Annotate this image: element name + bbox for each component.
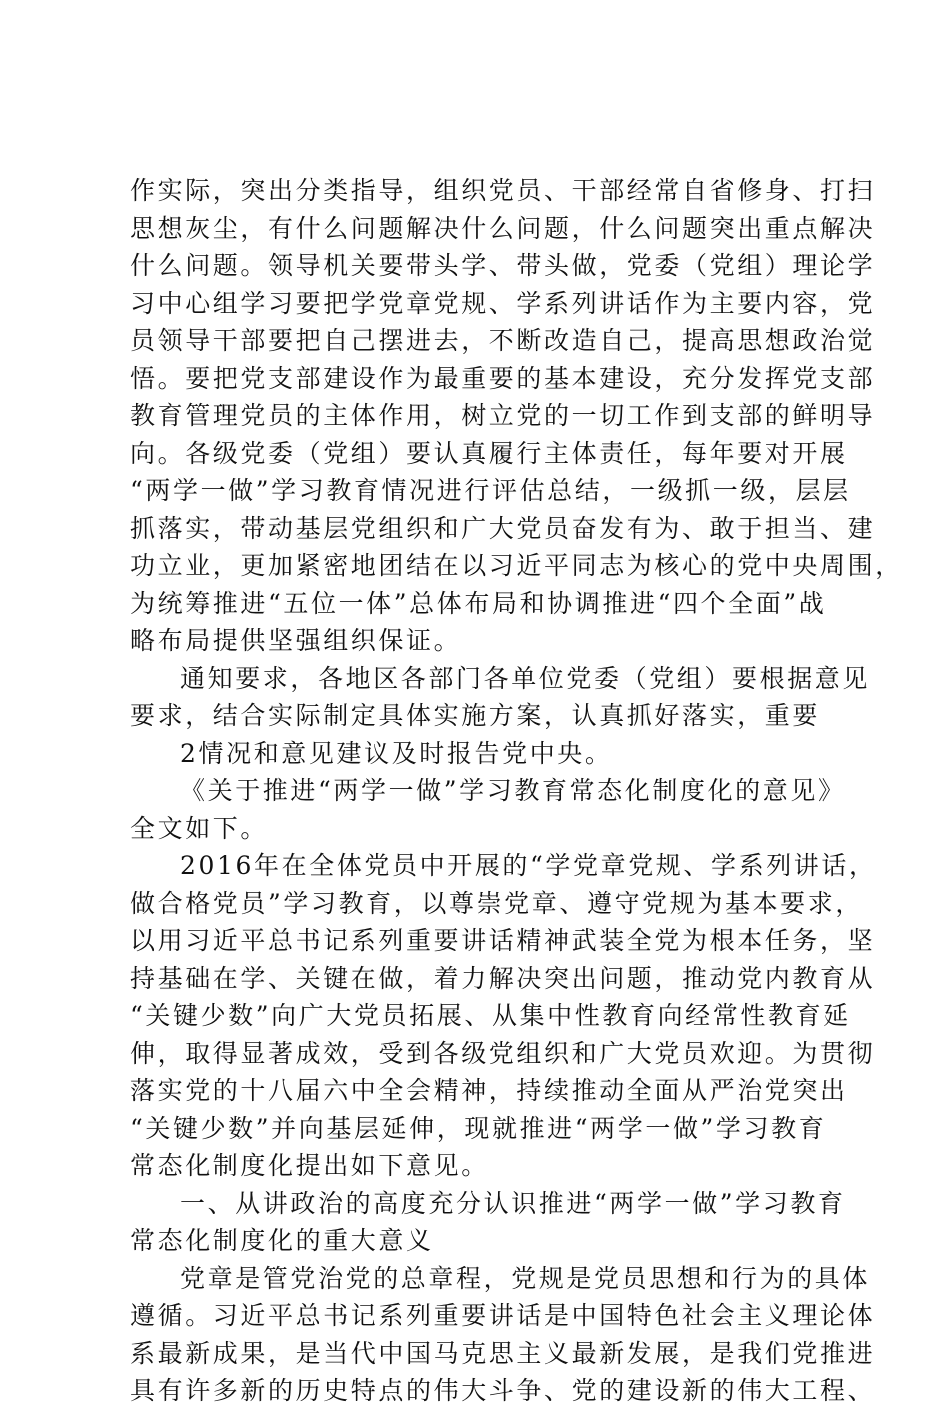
- text-line: 悟。要把党支部建设作为最重要的基本建设，充分发挥党支部: [130, 363, 876, 393]
- text-line: 教育管理党员的主体作用，树立党的一切工作到支部的鲜明导: [130, 401, 876, 430]
- text-line: 做合格党员”学习教育，以尊崇党章、遵守党规为基本要求，: [130, 888, 863, 918]
- text-line: 具有许多新的历史特点的伟大斗争、党的建设新的伟大工程、: [130, 1376, 876, 1405]
- text-line: 为统筹推进“五位一体”总体布局和协调推进“四个全面”战: [130, 588, 827, 618]
- text-line: 员领导干部要把自己摆进去，不断改造自己，提高思想政治觉: [130, 326, 876, 355]
- text-line: 功立业，更加紧密地团结在以习近平同志为核心的党中央周围，: [130, 551, 903, 580]
- text-line: 抓落实，带动基层党组织和广大党员奋发有为、敢于担当、建: [130, 513, 876, 543]
- text-line: 遵循。习近平总书记系列重要讲话是中国特色社会主义理论体: [130, 1301, 876, 1330]
- text-line: 《关于推进“两学一做”学习教育常态化制度化的意见》: [180, 776, 846, 805]
- text-line: 党章是管党治党的总章程，党规是党员思想和行为的具体: [180, 1263, 871, 1293]
- text-line: 常态化制度化的重大意义: [130, 1226, 434, 1255]
- text-line: 伸，取得显著成效，受到各级党组织和广大党员欢迎。为贯彻: [130, 1038, 876, 1068]
- text-line: 系最新成果，是当代中国马克思主义最新发展，是我们党推进: [130, 1338, 876, 1368]
- text-line: 思想灰尘，有什么问题解决什么问题，什么问题突出重点解决: [130, 213, 876, 243]
- text-line: 2016年在全体党员中开展的“学党章党规、学系列讲话，: [180, 851, 877, 880]
- text-line: 以用习近平总书记系列重要讲话精神武装全党为根本任务，坚: [130, 926, 876, 955]
- text-line: 落实党的十八届六中全会精神，持续推动全面从严治党突出: [130, 1076, 848, 1105]
- text-line: 全文如下。: [130, 813, 269, 843]
- document-body: [130, 172, 903, 1410]
- text-line: 常态化制度化提出如下意见。: [130, 1151, 489, 1180]
- text-line: 要求，结合实际制定具体实施方案，认真抓好落实，重要: [130, 701, 821, 730]
- text-line: 持基础在学、关键在做，着力解决突出问题，推动党内教育从: [130, 963, 876, 993]
- text-line: 作实际，突出分类指导，组织党员、干部经常自省修身、打扫: [130, 176, 876, 205]
- text-line: 通知要求，各地区各部门各单位党委（党组）要根据意见: [180, 663, 871, 693]
- text-line: “两学一做”学习教育情况进行评估总结，一级抓一级，层层: [130, 476, 851, 505]
- text-line: 2情况和意见建议及时报告党中央。: [180, 738, 613, 768]
- text-line: “关键少数”向广大党员拓展、从集中性教育向经常性教育延: [130, 1001, 851, 1030]
- text-line: 什么问题。领导机关要带头学、带头做，党委（党组）理论学: [130, 251, 876, 280]
- text-line: 略布局提供坚强组织保证。: [130, 626, 462, 655]
- text-line: 一、从讲政治的高度充分认识推进“两学一做”学习教育: [180, 1188, 846, 1218]
- text-line: 习中心组学习要把学党章党规、学系列讲话作为主要内容，党: [130, 288, 876, 318]
- text-line: 向。各级党委（党组）要认真履行主体责任，每年要对开展: [130, 438, 848, 468]
- text-line: “关键少数”并向基层延伸，现就推进“两学一做”学习教育: [130, 1113, 827, 1143]
